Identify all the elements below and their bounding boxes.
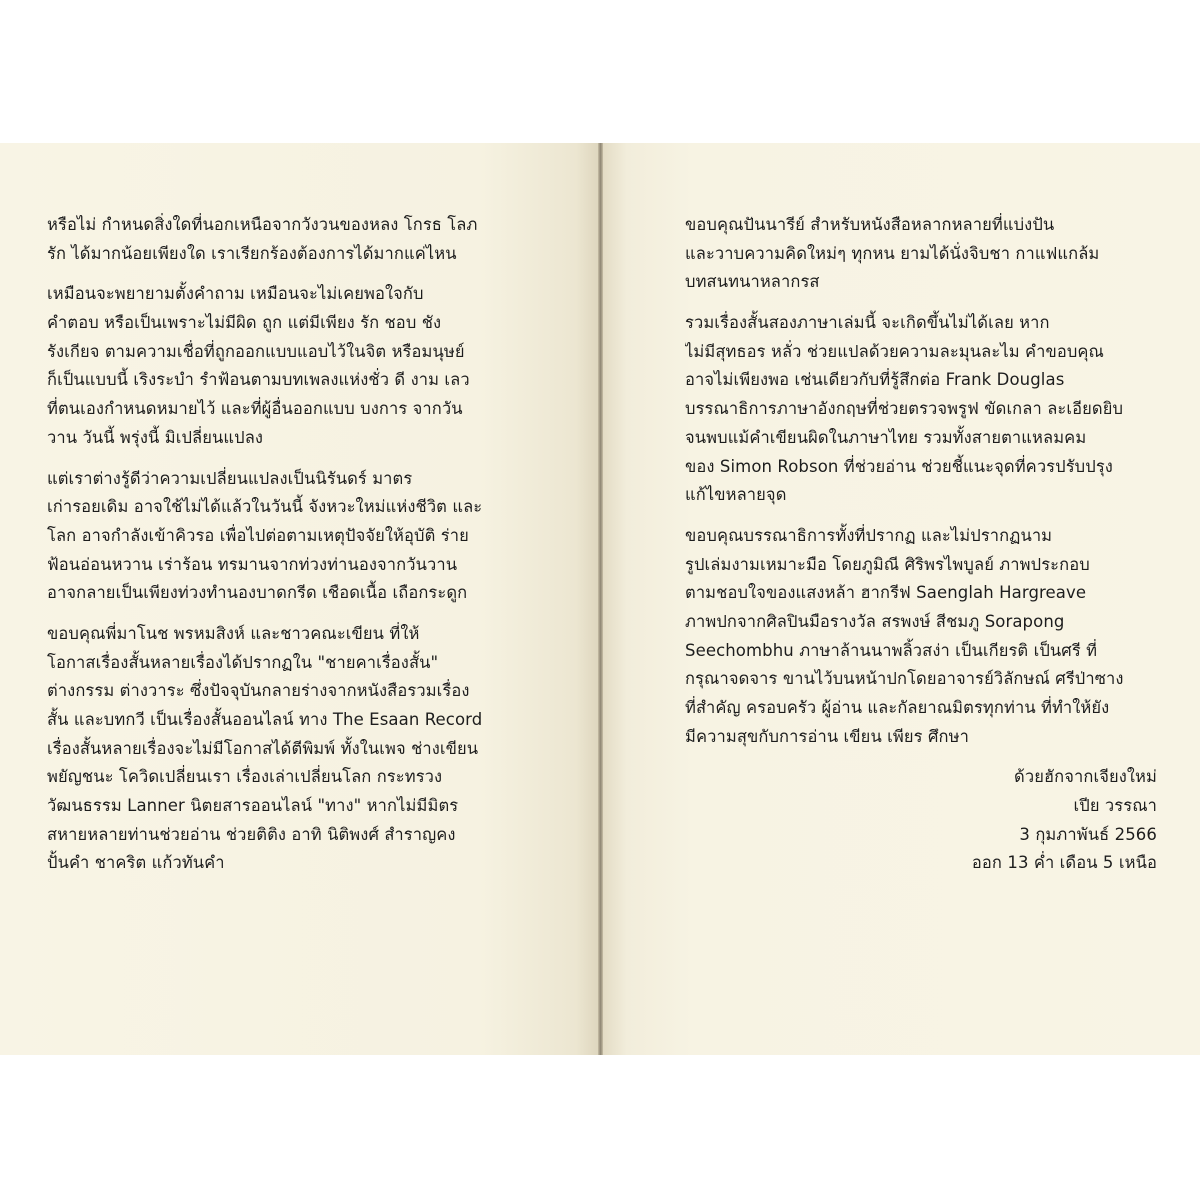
left-paragraph-4: [47, 620, 572, 878]
text-line: ขอบคุณพี่มาโนช พรหมสิงห์ และชาวคณะเขียน ที่ให้: [47, 623, 420, 643]
text-line: Seechombhu ภาษาล้านนาพลิ้วสง่า เป็นเกียรติ เป็นศรี ที่: [685, 640, 1098, 660]
text-line: อาจกลายเป็นเพียงท่วงทำนองบาดกรีด เชือดเนื้อ เถือกระดูก: [47, 583, 468, 603]
signature-line: ออก 13 ค่ำ เดือน 5 เหนือ: [971, 853, 1157, 873]
text-line: โอกาสเรื่องสั้นหลายเรื่องได้ปรากฏใน "ชายคาเรื่องสั้น": [47, 652, 439, 672]
left-paragraph-2: [47, 280, 572, 452]
text-line: แต่เราต่างรู้ดีว่าความเปลี่ยนแปลงเป็นนิรันดร์ มาตร: [47, 468, 413, 488]
text-line: สั้น และบทกวี เป็นเรื่องสั้นออนไลน์ ทาง The Esaan Record: [47, 710, 483, 729]
signature-block: [685, 763, 1187, 878]
text-line: มีความสุขกับการอ่าน เขียน เพียร ศึกษา: [685, 726, 969, 746]
text-line: โลก อาจกำลังเข้าคิวรอ เพื่อไปต่อตามเหตุปัจจัยให้อุบัติ ร่าย: [47, 525, 469, 545]
text-line: คำตอบ หรือเป็นเพราะไม่มีผิด ถูก แต่มีเพียง รัก ชอบ ชัง: [47, 313, 442, 333]
text-line: บรรณาธิการภาษาอังกฤษที่ช่วยตรวจพรูฟ ขัดเกลา ละเอียดยิบ: [685, 399, 1124, 419]
text-line: รัก ได้มากน้อยเพียงใด เราเรียกร้องต้องการได้มากแค่ไหน: [47, 243, 457, 263]
text-line: เหมือนจะพยายามตั้งคำถาม เหมือนจะไม่เคยพอใจกับ: [47, 284, 424, 304]
text-line: ก็เป็นแบบนี้ เริงระบำ รำฟ้อนตามบทเพลงแห่งชั่ว ดี งาม เลว: [47, 370, 470, 390]
text-line: เรื่องสั้นหลายเรื่องจะไม่มีโอกาสได้ตีพิมพ์ ทั้งในเพจ ช่างเขียน: [47, 738, 479, 758]
text-line: ฟ้อนอ่อนหวาน เร่าร้อน ทรมานจากท่วงท่านองจากวันวาน: [47, 554, 458, 574]
text-line: กรุณาจดจาร ขานไว้บนหน้าปกโดยอาจารย์วิลักษณ์ ศรีป่าซาง: [685, 669, 1124, 689]
text-line: วัฒนธรรม Lanner นิตยสารออนไลน์ "ทาง" หากไม่มีมิตร: [47, 796, 459, 816]
left-paragraph-1: [47, 211, 572, 268]
text-line: ที่ตนเองกำหนดหมายไว้ และที่ผู้อื่นออกแบบ บงการ จากวัน: [47, 399, 463, 419]
right-page-text: [685, 211, 1187, 890]
text-line: จนพบแม้คำเขียนผิดในภาษาไทย รวมทั้งสายตาแหลมคม: [685, 427, 1087, 447]
text-line: ขอบคุณปันนารีย์ สำหรับหนังสือหลากหลายที่แบ่งปัน: [685, 215, 1055, 234]
text-line: อาจไม่เพียงพอ เช่นเดียวกับที่รู้สึกต่อ Frank Douglas: [685, 370, 1065, 390]
left-page: [0, 143, 600, 1055]
text-line: ของ Simon Robson ที่ช่วยอ่าน ช่วยชี้แนะจุดที่ควรปรับปรุง: [685, 456, 1113, 476]
text-line: สหายหลายท่านช่วยอ่าน ช่วยติติง อาทิ นิติพงศ์ สำราญคง: [47, 824, 456, 844]
left-page-text: [47, 211, 572, 890]
right-paragraph-3: [685, 522, 1187, 752]
signature-line: ด้วยฮักจากเจียงใหม่: [1014, 767, 1157, 787]
text-line: เก่ารอยเดิม อาจใช้ไม่ได้แล้วในวันนี้ จังหวะใหม่แห่งชีวิต และ: [47, 497, 483, 517]
text-line: พยัญชนะ โควิดเปลี่ยนเรา เรื่องเล่าเปลี่ยนโลก กระทรวง: [47, 767, 443, 787]
right-paragraph-2: [685, 309, 1187, 510]
text-line: รังเกียจ ตามความเชื่อที่ถูกออกแบบแอบไว้ในจิต หรือมนุษย์: [47, 341, 465, 361]
text-line: ไม่มีสุทธอร หลั่ว ช่วยแปลด้วยความละมุนละไม คำขอบคุณ: [685, 341, 1104, 361]
text-line: ขอบคุณบรรณาธิการทั้งที่ปรากฏ และไม่ปรากฏนาม: [685, 525, 1053, 545]
text-line: ปั้นคำ ชาคริต แก้วทันคำ: [47, 853, 225, 873]
text-line: แก้ไขหลายจุด: [685, 485, 787, 505]
text-line: ต่างกรรม ต่างวาระ ซึ่งปัจจุบันกลายร่างจากหนังสือรวมเรื่อง: [47, 681, 470, 701]
signature-line: เปีย วรรณา: [1073, 796, 1157, 816]
text-line: รูปเล่มงามเหมาะมือ โดยภูมิณี ศิริพรไพบูลย์ ภาพประกอบ: [685, 554, 1090, 574]
text-line: ภาพปกจากศิลปินมือรางวัล สรพงษ์ สีชมภู Sorapong: [685, 611, 1065, 631]
right-page: [603, 143, 1200, 1055]
text-line: รวมเรื่องสั้นสองภาษาเล่มนี้ จะเกิดขึ้นไม่ได้เลย หาก: [685, 313, 1050, 333]
signature-line: 3 กุมภาพันธ์ 2566: [1019, 824, 1157, 844]
text-line: ตามชอบใจของแสงหล้า ฮากรีฟ Saenglah Hargreave: [685, 583, 1087, 603]
text-line: ที่สำคัญ ครอบครัว ผู้อ่าน และกัลยาณมิตรทุกท่าน ที่ทำให้ยัง: [685, 698, 1110, 717]
text-line: และวาบความคิดใหม่ๆ ทุกหน ยามได้นั่งจิบชา กาแฟแกล้ม: [685, 243, 1100, 263]
book-spread: [0, 143, 1200, 1055]
text-line: หรือไม่ กำหนดสิ่งใดที่นอกเหนือจากวังวนของหลง โกรธ โลภ: [47, 215, 478, 234]
left-paragraph-3: [47, 465, 572, 608]
right-paragraph-1: [685, 211, 1187, 297]
text-line: วาน วันนี้ พรุ่งนี้ มิเปลี่ยนแปลง: [47, 427, 264, 447]
text-line: บทสนทนาหลากรส: [685, 272, 820, 292]
